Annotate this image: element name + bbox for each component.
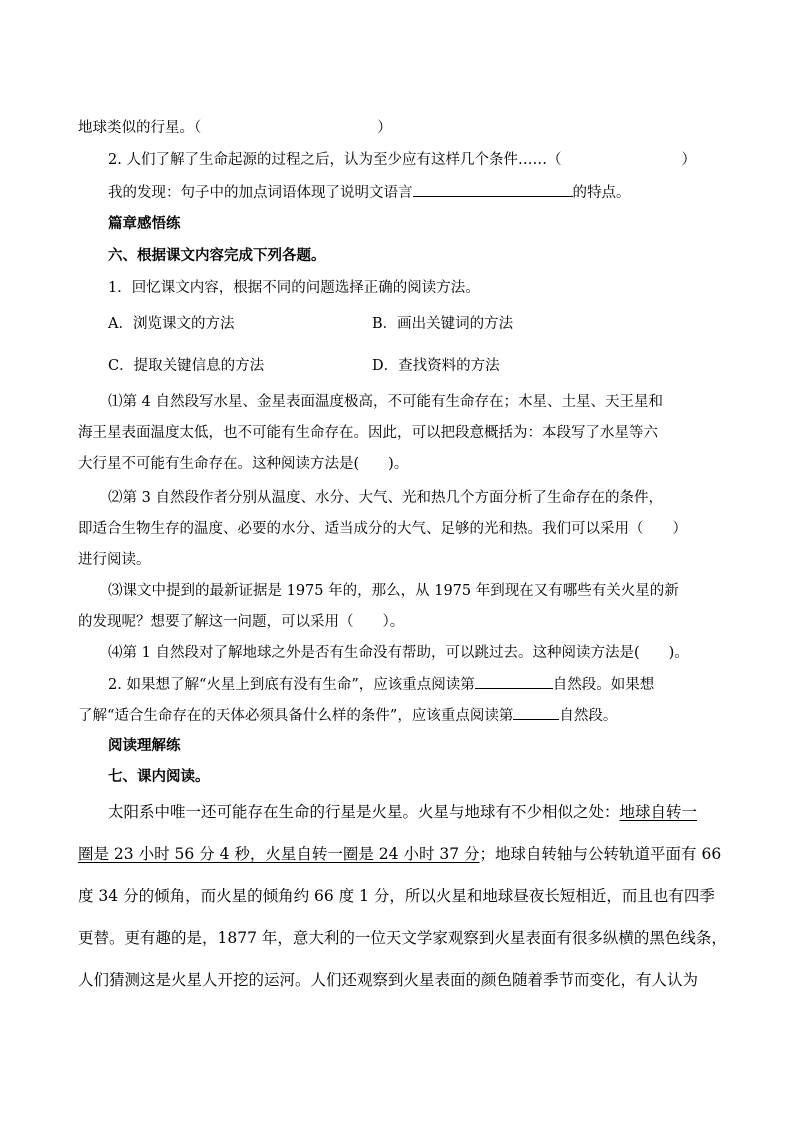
paragraph-blank-2[interactable] — [513, 705, 559, 720]
reading-line-3: 度 34 分的倾角，而火星的倾角约 66 度 1 分，所以火星和地球昼夜长短相近，而且也有四季 — [78, 887, 715, 905]
reading-line-2: 圈是 23 小时 56 分 4 秒，火星自转一圈是 24 小时 37 分；地球自转轴与公转轨道平面有 66 — [78, 845, 722, 863]
question-6-2-line-2: 了解“适合生命存在的天体必须具备什么样的条件”，应该重点阅读第 自然段。 — [78, 705, 617, 726]
sub-question-2-line-2: 即适合生物生存的温度、必要的水分、适当成分的大气、足够的光和热。我们可以采用（ ） — [78, 521, 687, 537]
sub-question-2-line-1: ⑵第 3 自然段作者分别从温度、水分、大气、光和热几个方面分析了生命存在的条件， — [108, 490, 663, 506]
option-a: A．浏览课文的方法 — [108, 316, 235, 332]
sub-question-1-line-2: 海王星表面温度太低，也不可能有生命存在。因此，可以把段意概括为：本段写了水星等六 — [78, 425, 658, 441]
sub-question-1-line-3: 大行星不可能有生命存在。这种阅读方法是( )。 — [78, 456, 409, 472]
sub-question-4-line: ⑷第 1 自然段对了解地球之外是否有生命没有帮助，可以跳过去。这种阅读方法是( )。 — [108, 645, 689, 661]
sub-question-1-line-1: ⑴第 4 自然段写水星、金星表面温度极高，不可能有生命存在；木星、土星、天王星和 — [108, 394, 663, 410]
option-c: C．提取关键信息的方法 — [108, 358, 265, 374]
sub-question-2-line-3: 进行阅读。 — [78, 552, 151, 568]
option-b: B．画出关键词的方法 — [372, 316, 514, 332]
sub-question-3-line-2: 的发现呢？想要了解这一问题，可以采用（ ）。 — [78, 614, 405, 630]
reading-line-4: 更替。更有趣的是，1877 年，意大利的一位天文学家观察到火星表面有很多纵横的黑色线条， — [78, 929, 727, 947]
underlined-text-2: 圈是 23 小时 56 分 4 秒，火星自转一圈是 24 小时 37 分 — [78, 845, 480, 863]
discovery-line: 我的发现：句子中的加点词语体现了说明文语言 的特点。 — [108, 182, 631, 203]
section-heading-pianzhang: 篇章感悟练 — [108, 215, 181, 232]
section-heading-yuedu: 阅读理解练 — [108, 737, 181, 754]
underlined-text-1: 地球自转一 — [619, 803, 698, 821]
sub-question-3-line-1: ⑶课文中提到的最新证据是 1975 年的，那么，从 1975 年到现在又有哪些有关火星的新 — [108, 583, 679, 599]
reading-line-5: 人们猜测这是火星人开挖的运河。人们还观察到火星表面的颜色随着季节而变化，有人认为 — [78, 971, 699, 989]
discovery-blank[interactable] — [413, 182, 573, 197]
reading-line-1: 太阳系中唯一还可能存在生命的行星是火星。火星与地球有不少相似之处：地球自转一 — [108, 803, 698, 821]
line-prev-continuation: 地球类似的行星。（ ） — [78, 120, 392, 136]
question-6-2-line-1: 2. 如果想了解“火星上到底有没有生命”，应该重点阅读第 自然段。如果想 — [108, 674, 654, 695]
question-6-1: 1．回忆课文内容，根据不同的问题选择正确的阅读方法。 — [108, 280, 480, 296]
question-7-title: 七、课内阅读。 — [108, 768, 210, 785]
option-d: D．查找资料的方法 — [372, 358, 500, 374]
paragraph-blank-1[interactable] — [475, 674, 553, 689]
question-6-title: 六、根据课文内容完成下列各题。 — [108, 247, 326, 264]
question-2-line: 2. 人们了解了生命起源的过程之后，认为至少应有这样几个条件……（ ） — [108, 152, 696, 168]
